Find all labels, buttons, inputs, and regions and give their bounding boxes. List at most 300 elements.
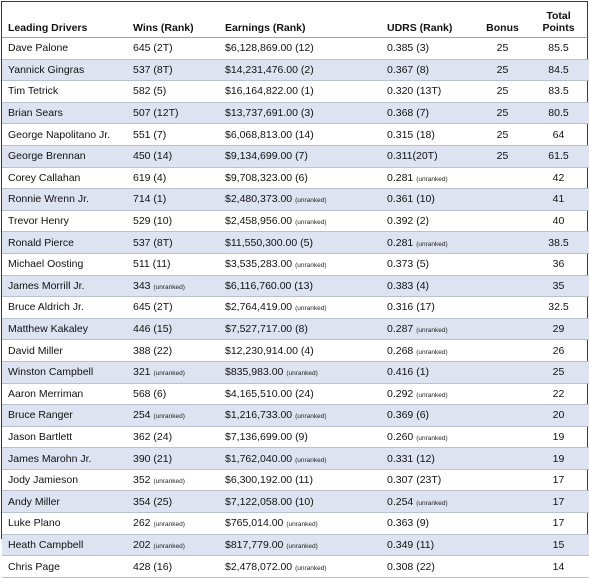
udrs-cell (387, 513, 477, 535)
total-points-cell (528, 253, 589, 275)
driver-name-cell-value: Heath Campbell (8, 538, 84, 551)
wins-cell (133, 469, 225, 491)
earnings-cell-value: $6,300,192.00 (11) (225, 474, 313, 487)
udrs-cell-value: 0.307 (23T) (387, 474, 442, 487)
table-row (2, 383, 589, 405)
udrs-cell (387, 59, 477, 81)
earnings-cell (225, 426, 387, 448)
udrs-cell-value: 0.281 (387, 171, 414, 184)
bonus-cell (477, 556, 528, 578)
wins-cell (133, 59, 225, 81)
earnings-cell-value: $765,014.00 (225, 517, 284, 530)
bonus-cell (477, 513, 528, 535)
udrs-cell-value: 0.260 (387, 430, 414, 443)
unranked-note: (unranked) (416, 348, 448, 356)
driver-name-cell-value: Corey Callahan (8, 171, 81, 184)
earnings-cell (225, 405, 387, 427)
earnings-cell-value: $2,458,956.00 (225, 215, 293, 228)
earnings-cell-value: $9,708,323.00 (6) (225, 171, 308, 184)
driver-name-cell-value: Luke Plano (8, 517, 61, 530)
bonus-cell-value: 25 (496, 63, 509, 76)
total-points-cell (528, 145, 589, 167)
earnings-cell-value: $6,068,813.00 (14) (225, 128, 314, 141)
table-header-row (2, 2, 589, 38)
driver-name-cell-value: David Miller (8, 344, 63, 357)
driver-name-cell-value: Andy Miller (8, 495, 60, 508)
earnings-cell-value: $1,216,733.00 (225, 409, 293, 422)
table-row (2, 297, 589, 319)
total-points-cell-value: 83.5 (548, 85, 569, 98)
total-points-cell (528, 361, 589, 383)
udrs-cell-value: 0.349 (11) (387, 538, 435, 551)
header-bonus: Bonus (477, 2, 528, 38)
udrs-cell (387, 448, 477, 470)
wins-cell (133, 81, 225, 103)
earnings-cell (225, 513, 387, 535)
driver-name-cell (2, 491, 133, 513)
bonus-cell (477, 340, 528, 362)
header-leading-drivers: Leading Drivers (2, 2, 133, 38)
wins-cell (133, 232, 225, 254)
driver-name-cell (2, 167, 133, 189)
udrs-cell (387, 361, 477, 383)
driver-name-cell (2, 469, 133, 491)
bonus-cell-value: 25 (496, 107, 509, 120)
driver-name-cell (2, 340, 133, 362)
driver-name-cell-value: Ronnie Wrenn Jr. (8, 193, 89, 206)
wins-cell (133, 534, 225, 556)
wins-cell-value: 446 (15) (133, 323, 173, 336)
table-row (2, 275, 589, 297)
wins-cell-value: 262 (133, 517, 151, 530)
unranked-note: (unranked) (416, 327, 448, 335)
earnings-cell-value: $7,527,717.00 (8) (225, 323, 308, 336)
udrs-cell-value: 0.316 (17) (387, 301, 435, 314)
driver-name-cell (2, 383, 133, 405)
wins-cell-value: 428 (16) (133, 560, 173, 573)
table-row (2, 405, 589, 427)
total-points-cell-value: 64 (552, 128, 565, 141)
wins-cell (133, 210, 225, 232)
udrs-cell (387, 232, 477, 254)
table-row (2, 145, 589, 167)
total-points-cell-value: 17 (552, 495, 565, 508)
wins-cell (133, 189, 225, 211)
wins-cell (133, 167, 225, 189)
driver-name-cell (2, 102, 133, 124)
wins-cell (133, 275, 225, 297)
drivers-table-frame (1, 1, 588, 573)
table-row (2, 361, 589, 383)
driver-name-cell-value: Matthew Kakaley (8, 323, 88, 336)
table-row (2, 534, 589, 556)
udrs-cell-value: 0.363 (9) (387, 517, 430, 530)
earnings-cell (225, 253, 387, 275)
unranked-note: (unranked) (153, 521, 185, 529)
total-points-cell (528, 383, 589, 405)
unranked-note: (unranked) (295, 564, 327, 572)
total-points-cell-value: 19 (552, 430, 565, 443)
udrs-cell (387, 145, 477, 167)
total-points-cell-value: 36 (552, 258, 565, 271)
driver-name-cell-value: Jody Jamieson (8, 474, 79, 487)
earnings-cell-value: $7,136,699.00 (9) (225, 430, 308, 443)
udrs-cell (387, 491, 477, 513)
wins-cell-value: 354 (25) (133, 495, 173, 508)
udrs-cell (387, 340, 477, 362)
driver-name-cell-value: George Brennan (8, 150, 86, 163)
driver-name-cell-value: Yannick Gingras (8, 63, 85, 76)
wins-cell-value: 551 (7) (133, 128, 167, 141)
total-points-cell (528, 124, 589, 146)
earnings-cell-value: $3,535,283.00 (225, 258, 293, 271)
unranked-note: (unranked) (286, 521, 318, 529)
earnings-cell (225, 38, 387, 60)
table-row (2, 167, 589, 189)
driver-name-cell (2, 189, 133, 211)
total-points-cell-value: 25 (552, 366, 565, 379)
wins-cell (133, 145, 225, 167)
table-row (2, 253, 589, 275)
driver-name-cell-value: Jason Bartlett (8, 430, 73, 443)
unranked-note: (unranked) (416, 391, 448, 399)
wins-cell (133, 253, 225, 275)
driver-name-cell-value: Dave Palone (8, 42, 69, 55)
earnings-cell-value: $12,230,914.00 (4) (225, 344, 314, 357)
driver-name-cell-value: Ronald Pierce (8, 236, 74, 249)
driver-name-cell-value: James Morrill Jr. (8, 279, 85, 292)
wins-cell (133, 491, 225, 513)
udrs-cell (387, 189, 477, 211)
udrs-cell (387, 426, 477, 448)
header-total-points (528, 2, 589, 38)
udrs-cell-value: 0.368 (7) (387, 107, 430, 120)
udrs-cell (387, 124, 477, 146)
earnings-cell (225, 556, 387, 578)
earnings-cell-value: $2,480,373.00 (225, 193, 293, 206)
udrs-cell-value: 0.308 (22) (387, 560, 435, 573)
total-points-cell-value: 22 (552, 387, 565, 400)
wins-cell-value: 352 (133, 474, 151, 487)
bonus-cell (477, 124, 528, 146)
table-row (2, 426, 589, 448)
total-points-cell-value: 17 (552, 474, 565, 487)
earnings-cell-value: $2,764,419.00 (225, 301, 293, 314)
earnings-cell (225, 383, 387, 405)
earnings-cell-value: $11,550,300.00 (5) (225, 236, 313, 249)
earnings-cell (225, 469, 387, 491)
total-points-cell (528, 210, 589, 232)
wins-cell-value: 645 (2T) (133, 301, 173, 314)
udrs-cell-value: 0.385 (3) (387, 42, 430, 55)
bonus-cell (477, 102, 528, 124)
udrs-cell-value: 0.254 (387, 495, 414, 508)
bonus-cell-value: 25 (496, 150, 509, 163)
table-row (2, 210, 589, 232)
table-row (2, 318, 589, 340)
driver-name-cell (2, 318, 133, 340)
total-points-cell-value: 20 (552, 409, 565, 422)
total-points-cell-value: 84.5 (548, 63, 569, 76)
bonus-cell (477, 145, 528, 167)
driver-name-cell (2, 210, 133, 232)
earnings-cell (225, 297, 387, 319)
bonus-cell-value: 25 (496, 128, 509, 141)
total-points-cell (528, 426, 589, 448)
udrs-cell (387, 81, 477, 103)
earnings-cell (225, 361, 387, 383)
total-points-cell-value: 32.5 (548, 301, 569, 314)
unranked-note: (unranked) (286, 370, 318, 378)
total-points-cell (528, 275, 589, 297)
table-row (2, 124, 589, 146)
wins-cell (133, 361, 225, 383)
udrs-cell-value: 0.311(20T) (387, 150, 438, 163)
driver-name-cell (2, 405, 133, 427)
bonus-cell (477, 167, 528, 189)
udrs-cell (387, 297, 477, 319)
wins-cell-value: 388 (22) (133, 344, 173, 357)
driver-name-cell (2, 426, 133, 448)
earnings-cell-value: $13,737,691.00 (3) (225, 107, 314, 120)
driver-name-cell (2, 145, 133, 167)
driver-name-cell (2, 38, 133, 60)
unranked-note: (unranked) (295, 197, 327, 205)
earnings-cell (225, 340, 387, 362)
total-points-cell-value: 41 (552, 193, 565, 206)
driver-name-cell-value: Michael Oosting (8, 258, 84, 271)
bonus-cell (477, 38, 528, 60)
total-points-cell-value: 17 (552, 517, 565, 530)
total-points-cell-value: 61.5 (548, 150, 569, 163)
total-points-cell (528, 297, 589, 319)
driver-name-cell-value: James Marohn Jr. (8, 452, 92, 465)
total-points-cell-value: 85.5 (548, 42, 569, 55)
driver-name-cell (2, 81, 133, 103)
unranked-note: (unranked) (416, 499, 448, 507)
bonus-cell (477, 361, 528, 383)
bonus-cell (477, 448, 528, 470)
earnings-cell (225, 59, 387, 81)
driver-name-cell (2, 513, 133, 535)
total-points-cell (528, 232, 589, 254)
earnings-cell-value: $835,983.00 (225, 366, 284, 379)
unranked-note: (unranked) (153, 413, 185, 421)
bonus-cell (477, 275, 528, 297)
driver-name-cell (2, 275, 133, 297)
unranked-note: (unranked) (153, 542, 185, 550)
table-body (2, 38, 589, 578)
wins-cell-value: 537 (8T) (133, 236, 173, 249)
wins-cell-value: 619 (4) (133, 171, 167, 184)
wins-cell-value: 645 (2T) (133, 42, 173, 55)
table-row (2, 513, 589, 535)
udrs-cell (387, 275, 477, 297)
unranked-note: (unranked) (295, 456, 327, 464)
bonus-cell-value: 25 (496, 42, 509, 55)
leading-drivers-table (2, 2, 589, 578)
bonus-cell (477, 253, 528, 275)
earnings-cell (225, 318, 387, 340)
total-points-cell (528, 534, 589, 556)
table-row (2, 340, 589, 362)
total-points-cell-value: 26 (552, 344, 565, 357)
header-udrs: UDRS (Rank) (387, 2, 477, 38)
unranked-note: (unranked) (416, 434, 448, 442)
bonus-cell (477, 426, 528, 448)
wins-cell (133, 556, 225, 578)
bonus-cell (477, 232, 528, 254)
driver-name-cell-value: Bruce Ranger (8, 409, 73, 422)
udrs-cell-value: 0.367 (8) (387, 63, 430, 76)
wins-cell-value: 529 (10) (133, 215, 173, 228)
wins-cell (133, 448, 225, 470)
driver-name-cell-value: Chris Page (8, 560, 60, 573)
wins-cell (133, 426, 225, 448)
udrs-cell (387, 534, 477, 556)
total-points-cell (528, 340, 589, 362)
bonus-cell (477, 318, 528, 340)
udrs-cell-value: 0.292 (387, 387, 414, 400)
driver-name-cell-value: Aaron Merriman (8, 387, 84, 400)
table-row (2, 81, 589, 103)
udrs-cell (387, 38, 477, 60)
wins-cell-value: 582 (5) (133, 85, 167, 98)
wins-cell (133, 102, 225, 124)
wins-cell-value: 537 (8T) (133, 63, 173, 76)
table-row (2, 469, 589, 491)
wins-cell (133, 513, 225, 535)
bonus-cell-value: 25 (496, 85, 509, 98)
driver-name-cell (2, 59, 133, 81)
earnings-cell (225, 124, 387, 146)
unranked-note: (unranked) (153, 283, 185, 291)
total-points-cell (528, 491, 589, 513)
header-total-line2: Points (542, 22, 575, 34)
total-points-cell-value: 19 (552, 452, 565, 465)
driver-name-cell (2, 232, 133, 254)
wins-cell (133, 383, 225, 405)
bonus-cell (477, 491, 528, 513)
total-points-cell (528, 38, 589, 60)
earnings-cell (225, 232, 387, 254)
udrs-cell-value: 0.361 (10) (387, 193, 435, 206)
earnings-cell-value: $4,165,510.00 (24) (225, 387, 314, 400)
total-points-cell (528, 189, 589, 211)
driver-name-cell-value: Bruce Aldrich Jr. (8, 301, 84, 314)
udrs-cell-value: 0.287 (387, 323, 414, 336)
earnings-cell-value: $2,478,072.00 (225, 560, 293, 573)
header-total-line1: Total (546, 10, 571, 22)
total-points-cell-value: 15 (552, 538, 565, 551)
wins-cell-value: 362 (24) (133, 430, 173, 443)
table-row (2, 232, 589, 254)
total-points-cell (528, 448, 589, 470)
driver-name-cell (2, 253, 133, 275)
driver-name-cell (2, 534, 133, 556)
wins-cell-value: 321 (133, 366, 151, 379)
earnings-cell-value: $817,779.00 (225, 538, 284, 551)
earnings-cell-value: $9,134,699.00 (7) (225, 150, 308, 163)
earnings-cell (225, 189, 387, 211)
udrs-cell-value: 0.392 (2) (387, 215, 430, 228)
udrs-cell (387, 253, 477, 275)
udrs-cell (387, 383, 477, 405)
wins-cell-value: 343 (133, 279, 151, 292)
total-points-cell (528, 405, 589, 427)
total-points-cell (528, 81, 589, 103)
unranked-note: (unranked) (295, 413, 327, 421)
unranked-note: (unranked) (286, 542, 318, 550)
total-points-cell-value: 29 (552, 323, 565, 336)
total-points-cell-value: 80.5 (548, 107, 569, 120)
earnings-cell-value: $6,128,869.00 (12) (225, 42, 314, 55)
total-points-cell (528, 556, 589, 578)
bonus-cell (477, 189, 528, 211)
earnings-cell-value: $7,122,058.00 (10) (225, 495, 314, 508)
total-points-cell-value: 35 (552, 279, 565, 292)
wins-cell (133, 405, 225, 427)
table-row (2, 448, 589, 470)
udrs-cell (387, 167, 477, 189)
table-row (2, 59, 589, 81)
bonus-cell (477, 534, 528, 556)
udrs-cell (387, 318, 477, 340)
unranked-note: (unranked) (153, 370, 185, 378)
wins-cell-value: 254 (133, 409, 151, 422)
wins-cell-value: 450 (14) (133, 150, 173, 163)
wins-cell (133, 340, 225, 362)
wins-cell-value: 390 (21) (133, 452, 173, 465)
udrs-cell-value: 0.281 (387, 236, 414, 249)
unranked-note: (unranked) (416, 240, 448, 248)
bonus-cell (477, 59, 528, 81)
udrs-cell (387, 556, 477, 578)
earnings-cell (225, 102, 387, 124)
earnings-cell-value: $6,116,760.00 (13) (225, 279, 313, 292)
unranked-note: (unranked) (295, 305, 327, 313)
bonus-cell (477, 210, 528, 232)
total-points-cell-value: 14 (552, 560, 565, 573)
table-row (2, 102, 589, 124)
wins-cell (133, 297, 225, 319)
udrs-cell-value: 0.373 (5) (387, 258, 430, 271)
udrs-cell-value: 0.369 (6) (387, 409, 430, 422)
driver-name-cell-value: George Napolitano Jr. (8, 128, 111, 141)
driver-name-cell-value: Trevor Henry (8, 215, 69, 228)
bonus-cell (477, 405, 528, 427)
earnings-cell-value: $14,231,476.00 (2) (225, 63, 314, 76)
earnings-cell (225, 81, 387, 103)
wins-cell-value: 511 (11) (133, 258, 171, 271)
unranked-note: (unranked) (295, 219, 327, 227)
table-row (2, 38, 589, 60)
bonus-cell (477, 81, 528, 103)
wins-cell (133, 124, 225, 146)
earnings-cell-value: $16,164,822.00 (1) (225, 85, 314, 98)
udrs-cell-value: 0.315 (18) (387, 128, 435, 141)
table-row (2, 189, 589, 211)
driver-name-cell-value: Brian Sears (8, 107, 63, 120)
wins-cell (133, 318, 225, 340)
total-points-cell (528, 469, 589, 491)
earnings-cell (225, 275, 387, 297)
earnings-cell (225, 167, 387, 189)
wins-cell-value: 202 (133, 538, 151, 551)
total-points-cell-value: 40 (552, 215, 565, 228)
bonus-cell (477, 297, 528, 319)
total-points-cell (528, 102, 589, 124)
